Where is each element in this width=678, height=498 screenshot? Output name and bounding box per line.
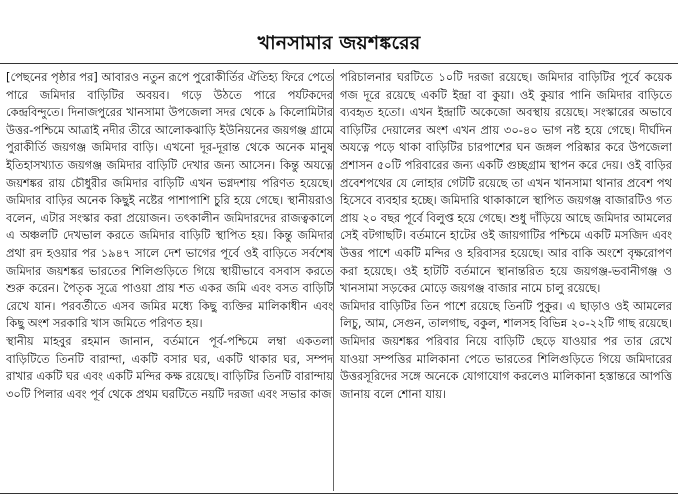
- continued-tag: [পেছনের পৃষ্ঠার পর]: [6, 70, 98, 84]
- paragraph-left-2: স্থানীয় মাহবুর রহমান জানান, বর্তমানে পূর্ব-পশ্চিমে লম্বা একতলা বাড়িটিতে তিনটি বারান্দা, একটি বসার ঘর, একটি থাকার ঘর, সম্পদ রাখার একটি ঘর এবং একটি মন্দির কক্ষ রয়েছে। বাড়িটির তিনটি বারান্দায় ৩০টি পিলার এবং পূর্ব থেকে প্রথম ঘরটিতে নয়টি দরজা এবং সভার কাজ: [6, 333, 333, 401]
- article-headline: খানসামার জয়শঙ্করের: [257, 32, 421, 54]
- column-divider: [333, 69, 334, 491]
- paragraph-left-1: [6, 69, 333, 333]
- article-column-right: [340, 69, 672, 491]
- headline-container: [0, 30, 678, 56]
- paragraph-right-2: জমিদার বাড়িটির তিন পাশে রয়েছে তিনটি পুকুর। এ ছাড়াও ওই আমলের লিচু, আম, সেগুন, তালগাছ, বকুল, শালসহ বিভিন্ন ২০-২২টি গাছ রয়েছে। জমিদার জয়শঙ্কর পরিবার নিয়ে বাড়িটি ছেড়ে যাওয়ার পর তার রেখে যাওয়া সম্পত্তির মালিকানা পেতে ভারতের শিলিগুড়িতে গিয়ে জমিদারের উত্তরসূরিদের সঙ্গে অনেকে যোগাযোগ করলেও মালিকানা হস্তান্তরে আপত্তি জানায় বলে শোনা যায়।: [340, 298, 672, 401]
- paragraph-right-1: পরিচালনার ঘরটিতে ১০টি দরজা রয়েছে। জমিদার বাড়িটির পূর্বে কয়েক গজ দূরে রয়েছে একটি ইন্দ্রা বা কুয়া। ওই কুয়ার পানি জমিদার বাড়িতে ব্যবহৃত হতো। এখন ইন্দ্রাটি অকেজো অবস্থায় রয়েছে। সংস্কারের অভাবে বাড়িটির দেয়ালের অংশ এখন প্রায় ৩০-৪০ ভাগ নষ্ট হয়ে গেছে। দীর্ঘদিন অযত্নে পড়ে থাকা বাড়িটির চারপাশের ঘন জঙ্গল পরিষ্কার করে উপজেলা প্রশাসন ৫০টি পরিবারের জন্য একটি গুচ্ছগ্রাম স্থাপন করে দেয়। ওই বাড়ির প্রবেশপথের যে লোহার গেটটি রয়েছে তা এখন খানসামা থানার প্রবেশ পথ হিসেবে ব্যবহার হচ্ছে। জমিদারি থাকাকালে স্থাপিত জয়গঞ্জ বাজারটিও গত প্রায় ২০ বছর পূর্বে বিলুপ্ত হয়ে গেছে। শুধু দাঁড়িয়ে আছে জমিদার আমলের সেই বটগাছটি। বর্তমানে হাটের ওই জায়গাটির পশ্চিমে একটি মসজিদ এবং উত্তর পাশে একটি মন্দির ও হরিবাসর হয়েছে। আর বাকি অংশে বৃক্ষরোপণ করা হয়েছে। ওই হাটটি বর্তমানে স্থানান্তরিত হয়ে জয়গঞ্জ-ভবানীগঞ্জ ও খানসামা সড়কের মোড়ে জয়গঞ্জ বাজার নামে চালু রয়েছে।: [340, 70, 672, 296]
- article-column-left: [6, 69, 333, 491]
- headline-rule: [0, 63, 678, 64]
- bottom-rule: [0, 493, 678, 494]
- paragraph-left-1-text: আবারও নতুন রূপে পুরোকীর্তির ঐতিহ্য ফিরে পেতে পারে জমিদার বাড়িটির অবয়ব। গড়ে উঠতে পারে পর্যটকদের কেন্দ্রবিন্দুতে। দিনাজপুরের খানসামা উপজেলা সদর থেকে ৯ কিলোমিটার উত্তর-পশ্চিমে আত্রাই নদীর তীরে আলোকঝাড়ি ইউনিয়নের জয়গঞ্জ গ্রামে পুরাকীর্তি জয়গঞ্জ জমিদার বাড়ি। এখনো দূর-দূরান্ত থেকে অনেক মানুষ ইতিহাসখ্যাত জয়গঞ্জ জমিদার বাড়িটি দেখার জন্য আসেন। কিন্তু অযত্নে জয়শঙ্কর রায় চৌধুরীর জমিদার বাড়িটি এখন ভগ্নদশায় পরিণত হয়েছে। জমিদার বাড়ির অনেক কিছুই নষ্টের পাশাপাশি চুরি হয়ে গেছে। স্থানীয়রাও বলেন, এটার সংস্কার করা প্রয়োজন। তৎকালীন জমিদারদের রাজত্বকালে এ অঞ্চলটি দেখভাল করতে জমিদার বাড়িটি স্থাপিত হয়। কিন্তু জমিদার প্রথা রদ হওয়ার পর ১৯৪৭ সালে দেশ ভাগের পূর্বে ওই বাড়িতে সর্বশেষ জমিদার জয়শঙ্কর ভারতের শিলিগুড়িতে গিয়ে স্থায়ীভাবে বসবাস করতে শুরু করেন। পৈতৃক সূত্রে পাওয়া প্রায় শত একর জমি এবং বসত বাড়িটি রেখে যান। পরবর্তীতে এসব জমির মধ্যে কিছু ব্যক্তির মালিকাধীন এবং কিছু অংশ সরকারি খাস জমিতে পরিণত হয়।: [6, 70, 333, 331]
